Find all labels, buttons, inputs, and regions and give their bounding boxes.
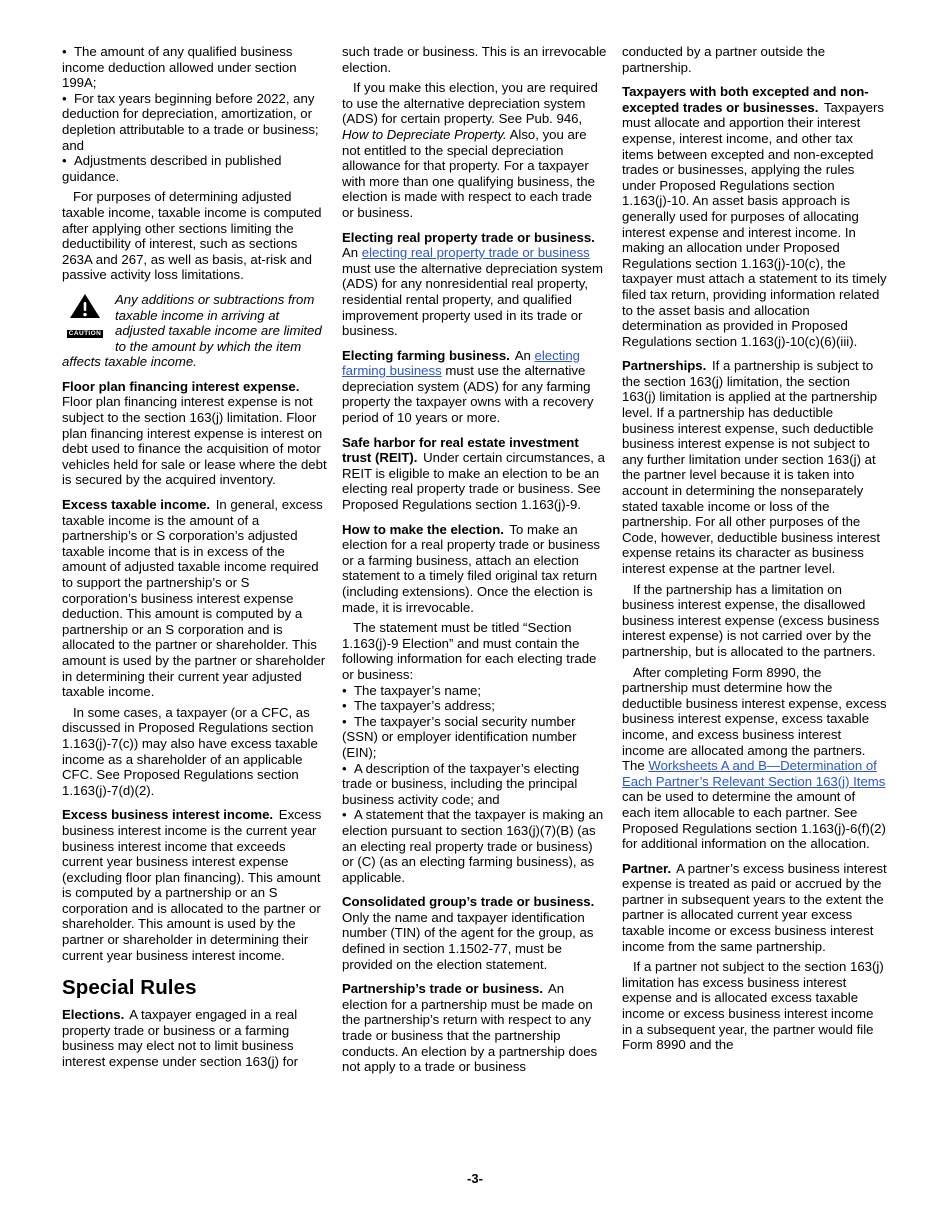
paragraph-statement-title: The statement must be titled “Section 1.163(j)-9 Election” and must contain the following information for each electing trade or business: (342, 620, 597, 682)
run-in-heading: Partner. (622, 860, 672, 876)
run-in-heading: Excess taxable income. (62, 497, 211, 513)
run-in-heading: Taxpayers with both excepted and non-excepted trades or businesses. (622, 84, 869, 115)
paragraph-text: A taxpayer engaged in a real property trade or business or a farming business may elect not to limit business interest expense under section 163(j) for (62, 1007, 299, 1070)
run-in-heading: Electing real property trade or business. (342, 229, 595, 245)
list-item: • Adjustments described in published guidance. (62, 153, 327, 184)
pub-946-title: How to Depreciate Property. (342, 126, 507, 142)
caution-label: CAUTION (68, 329, 102, 337)
paragraph-text: Also, you are not entitled to the special depreciation allowance for that property. For a taxpayer with more than one qualifying business, the election is made with respect to each trade or business. (342, 126, 595, 220)
caution-icon (62, 293, 108, 338)
section-partner (622, 861, 887, 955)
section-elections (62, 1007, 327, 1069)
paragraph-text: If you make this election, you are required to use the alternative depreciation system (ADS) for certain property. See Pub. 946, (342, 80, 598, 127)
list-item: • The amount of any qualified business income deduction allowed under section 199A; (62, 44, 327, 91)
list-item: • The taxpayer’s social security number (SSN) or employer identification number (EIN); (342, 714, 607, 761)
list-item: • A description of the taxpayer’s electing trade or business, including the principal business activity code; and (342, 761, 607, 808)
paragraph-text: An (342, 245, 362, 261)
paragraph-text: After completing Form 8990, the partnership must determine how the deductible business interest expense, excess business interest expense, excess taxable income, and excess business interest income are allocated among the partners. The (622, 664, 887, 774)
paragraph-partner-subsequent-year: If a partner not subject to the section 163(j) limitation has excess business interest expense and is allocated excess taxable income or excess business interest income in a subsequent year, the partner would file Form 8990 and the (622, 959, 884, 1053)
paragraph-text: Taxpayers must allocate and apportion their interest expense, interest income, and other tax items between excepted and non-excepted trades or businesses, applying the rules under Proposed Regulations section 1.163(j)-10. An asset basis approach is generally used for purposes of allocating interest expense and interest income. In making an allocation under Proposed Regulations section 1.163(j)-10(c), the taxpayer must attach a statement to its timely filed tax return, providing information related to the asset basis and allocation determination as provided in Proposed Regulations section 1.163(j)-10(c)(6)(iii). (622, 99, 887, 349)
section-floor-plan-financing (62, 379, 327, 488)
run-in-heading: How to make the election. (342, 521, 504, 537)
list-item: • For tax years beginning before 2022, any deduction for depreciation, amortization, or depletion attributable to a trade or business; and (62, 91, 327, 153)
paragraph-text: An election for a partnership must be made on the partnership’s return with respect to any trade or business that the partnership conducts. An election by a partnership does not apply to a trade or business (342, 981, 598, 1075)
section-consolidated-group (342, 894, 607, 972)
caution-triangle-icon (69, 293, 101, 319)
paragraph-ads-election (342, 80, 607, 220)
section-how-to-make-election (342, 522, 607, 616)
paragraph-text: Under certain circumstances, a REIT is eligible to make an election to be an electing real property trade or business. See Proposed Regulations section 1.163(j)-9. (342, 450, 605, 513)
paragraph-text: Excess business interest income is the current year business interest income that exceeds current year business interest expense (excluding floor plan financing). This amount is computed by a partnership or an S corporation and is allocated to the partner or shareholder. This amount is used by the partner or shareholder in determining their current year business interest income. (62, 807, 322, 963)
three-column-layout (62, 44, 950, 1075)
paragraph-text: Floor plan financing interest expense is not subject to the section 163(j) limitation. Floor plan financing interest expense is interest on debt used to finance the acquisition of motor vehicles held for sale or lease where the debt is secured by the acquired inventory. (62, 394, 327, 488)
list-item: • The taxpayer’s address; (342, 698, 607, 714)
run-in-heading: Electing farming business. (342, 347, 510, 363)
section-partnerships (622, 358, 887, 576)
column-left (62, 44, 327, 1075)
paragraph-cfc: In some cases, a taxpayer (or a CFC, as discussed in Proposed Regulations section 1.163(j)-7(c)) may also have excess taxable income as a shareholder of an applicable CFC. See Proposed Regulations section 1.163(j)-7(d)(2). (62, 704, 318, 798)
section-excess-taxable-income (62, 497, 327, 700)
paragraph-continuation: conducted by a partner outside the partnership. (622, 44, 826, 75)
run-in-heading: Floor plan financing interest expense. (62, 378, 300, 394)
electing-real-property-link[interactable]: electing real property trade or business (361, 245, 590, 261)
paragraph-adjusted-taxable-income: For purposes of determining adjusted taxable income, taxable income is computed after applying other sections limiting the deductibility of interest, such as sections 263A and 267, as well as basis, at-risk and passive activity loss limitations. (62, 189, 322, 283)
page-number: -3- (467, 1171, 483, 1186)
section-excess-business-interest-income (62, 807, 327, 963)
section-electing-farming (342, 348, 607, 426)
run-in-heading: Excess business interest income. (62, 807, 274, 823)
column-center (342, 44, 607, 1075)
section-safe-harbor-reit (342, 435, 607, 513)
run-in-heading: Partnership’s trade or business. (342, 981, 544, 997)
run-in-heading: Consolidated group’s trade or business. (342, 894, 595, 910)
list-item: • A statement that the taxpayer is making an election pursuant to section 163(j)(7)(B) (as an electing real property trade or business) or (C) (as an electing farming business), as applicable. (342, 807, 607, 885)
caution-text: Any additions or subtractions from taxable income in arriving at adjusted taxable income are limited to the amount by which the item affects taxable income. (62, 291, 322, 370)
run-in-heading: Safe harbor for real estate investment trust (REIT). (342, 434, 579, 466)
paragraph-disallowed-expense: If the partnership has a limitation on business interest expense, the disallowed business interest expense (excess business interest expense) is not carried over by the partnership, but is allocated to the partners. (622, 581, 880, 659)
paragraph-after-completing-8990 (622, 665, 887, 852)
heading-special-rules: Special Rules (62, 976, 197, 1000)
paragraph-text: must use the alternative depreciation system (ADS) for any nonresidential real property, residential rental property, and qualified improvement property used in its trade or business. (342, 260, 603, 339)
paragraph-text: A partner’s excess business interest expense is treated as paid or accrued by the partner in subsequent years to the extent the partner is allocated current year excess taxable income or excess business interest income from the same partnership. (622, 860, 887, 954)
paragraph-text: If a partnership is subject to the section 163(j) limitation, the section 163(j) limitation is applied at the partnership level. If a partnership has deductible business interest expense, such deductible business interest expense is not subject to any further limitation under section 163(j) at the partner level because it is taken into account in determining the nonseparately stated taxable income or loss of the partnership. For all other purposes of the Code, however, deductible business interest expense retains its character as business interest expense at the partner level. (622, 358, 881, 576)
section-excepted-nonexcepted (622, 84, 887, 349)
paragraph-text: An (514, 347, 535, 363)
column-right (622, 44, 887, 1075)
paragraph-text: In general, excess taxable income is the amount of a partnership’s or S corporation’s adjusted taxable income that is in excess of the amount of adjusted taxable income required to support the partnership’s or S corporation’s business interest expense deduction. This amount is computed by a partnership or an S corporation and is allocated to the partner or shareholder. This amount is used by the partner or shareholder in determining their current year adjusted taxable income. (62, 497, 326, 700)
paragraph-text: can be used to determine the amount of each item allocable to each partner. See Proposed Regulations section 1.163(j)-6(f)(2) for additional information on the allocation. (622, 789, 886, 852)
run-in-heading: Partnerships. (622, 358, 707, 374)
run-in-heading: Elections. (62, 1007, 125, 1023)
paragraph-text: must use the alternative depreciation system (ADS) for any farming property the taxpayer owns with a recovery period of 10 years or more. (342, 363, 594, 426)
paragraph-continuation: such trade or business. This is an irrevocable election. (342, 44, 607, 75)
list-item: • The taxpayer’s name; (342, 683, 607, 699)
paragraph-text: Only the name and taxpayer identification number (TIN) of the agent for the group, as defined in section 1.1502-77, must be provided on the election statement. (342, 909, 594, 972)
caution-note (62, 292, 327, 370)
section-electing-real-property (342, 230, 607, 339)
worksheets-a-b-link[interactable]: Worksheets A and B—Determination of Each Partner’s Relevant Section 163(j) Items (622, 758, 886, 789)
section-partnership-trade (342, 981, 607, 1075)
paragraph-text: To make an election for a real property trade or business or a farming business, attach an election statement to a timely filed original tax return (including extensions). Once the election is made, it is irrevocable. (342, 521, 601, 615)
electing-farming-link[interactable]: electing farming business (342, 347, 581, 379)
